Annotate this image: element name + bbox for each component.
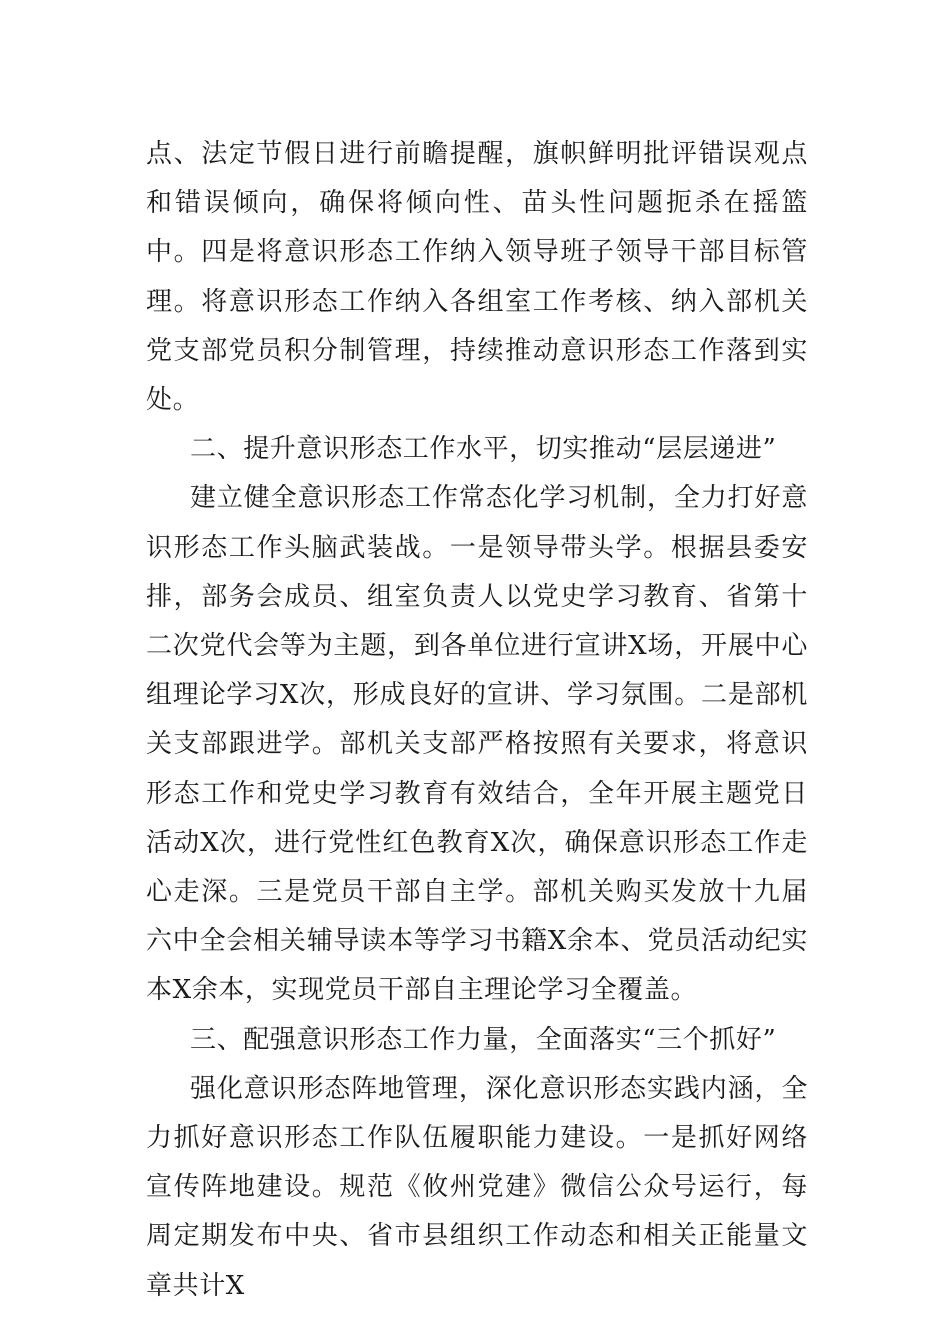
paragraph-continuation: 点、法定节假日进行前瞻提醒，旗帜鲜明批评错误观点和错误倾向，确保将倾向性、苗头性问题扼杀在摇篮中。四是将意识形态工作纳入领导班子领导干部目标管理。将意识形态工作纳入各组室工作考核、纳入部机关党支部党员积分制管理，持续推动意识形态工作落到实处。 [146,139,808,416]
document-body [146,130,808,1311]
paragraph-position-management: 强化意识形态阵地管理，深化意识形态实践内涵，全力抓好意识形态工作队伍履职能力建设。一是抓好网络宣传阵地建设。规范《攸州党建》微信公众号运行，每周定期发布中央、省市县组织工作动态和相关正能量文章共计X [146,1073,808,1301]
section-heading-three: 三、配强意识形态工作力量，全面落实“三个抓好” [190,1024,777,1055]
section-heading-two: 二、提升意识形态工作水平，切实推动“层层递进” [190,434,777,465]
paragraph-study-mechanism: 建立健全意识形态工作常态化学习机制，全力打好意识形态工作头脑武装战。一是领导带头学。根据县委安排，部务会成员、组室负责人以党史学习教育、省第十二次党代会等为主题，到各单位进行宣讲X场，开展中心组理论学习X次，形成良好的宣讲、学习氛围。二是部机关支部跟进学。部机关支部严格按照有关要求，将意识形态工作和党史学习教育有效结合，全年开展主题党日活动X次，进行党性红色教育X次，确保意识形态工作走心走深。三是党员干部自主学。部机关购买发放十九届六中全会相关辅导读本等学习书籍X余本、党员活动纪实本X余本，实现党员干部自主理论学习全覆盖。 [146,483,808,1006]
